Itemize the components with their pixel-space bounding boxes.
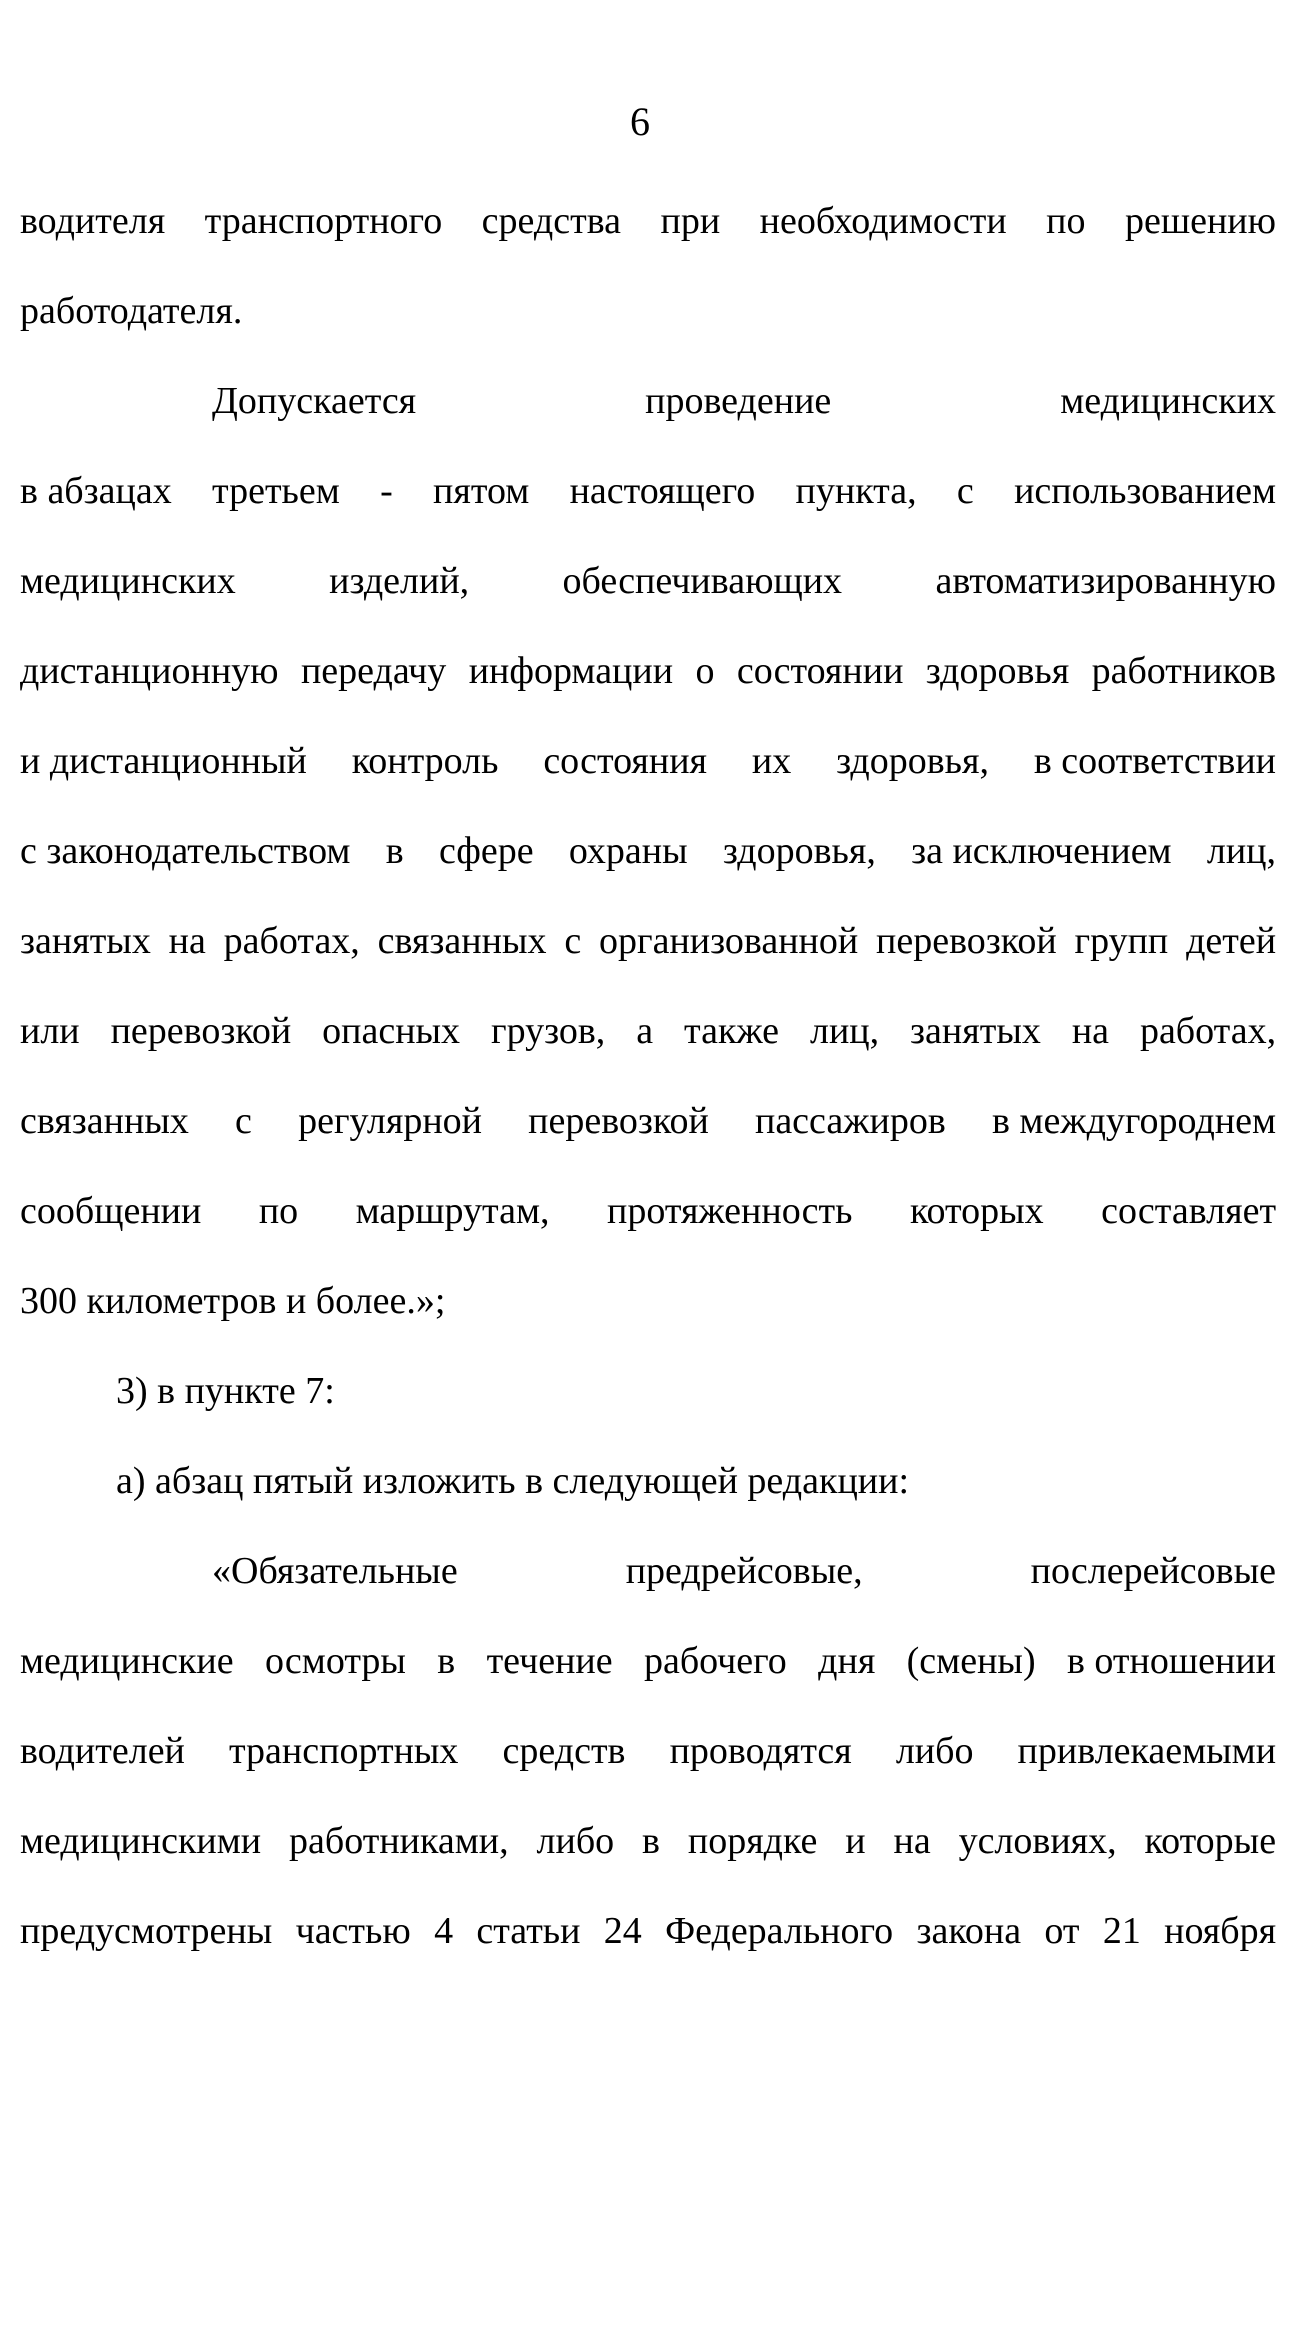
text-line: водителя транспортного средства при необходимости по решению — [20, 200, 1276, 242]
text-line: медицинских изделий, обеспечивающих автоматизированную — [20, 560, 1276, 602]
text-line: связанных с регулярной перевозкой пассажиров в междугороднем — [20, 1100, 1276, 1142]
text-line: медицинские осмотры в течение рабочего дня (смены) в отношении — [20, 1640, 1276, 1682]
text-line: водителей транспортных средств проводятся либо привлекаемыми — [20, 1730, 1276, 1772]
text-line: и дистанционный контроль состояния их здоровья, в соответствии — [20, 740, 1276, 782]
text-line: сообщении по маршрутам, протяженность которых составляет — [20, 1190, 1276, 1232]
text-line: а) абзац пятый изложить в следующей редакции: — [116, 1460, 910, 1502]
text-line: с законодательством в сфере охраны здоровья, за исключением лиц, — [20, 830, 1276, 872]
page-number: 6 — [630, 99, 650, 144]
document-body — [20, 176, 1276, 1976]
text-line: медицинскими работниками, либо в порядке и на условиях, которые — [20, 1820, 1276, 1862]
text-line: 300 километров и более.»; — [20, 1280, 446, 1322]
text-line: 3) в пункте 7: — [116, 1370, 335, 1412]
text-line: предусмотрены частью 4 статьи 24 Федерального закона от 21 ноября — [20, 1910, 1276, 1952]
text-line: Допускается проведение медицинских — [212, 380, 1276, 422]
text-line: «Обязательные предрейсовые, послерейсовые — [212, 1550, 1276, 1592]
text-line: или перевозкой опасных грузов, а также лиц, занятых на работах, — [20, 1010, 1276, 1052]
text-line: занятых на работах, связанных с организованной перевозкой групп детей — [20, 920, 1276, 962]
text-line: в абзацах третьем - пятом настоящего пункта, с использованием — [20, 470, 1276, 512]
text-line: дистанционную передачу информации о состоянии здоровья работников — [20, 650, 1276, 692]
text-line: работодателя. — [20, 290, 243, 332]
